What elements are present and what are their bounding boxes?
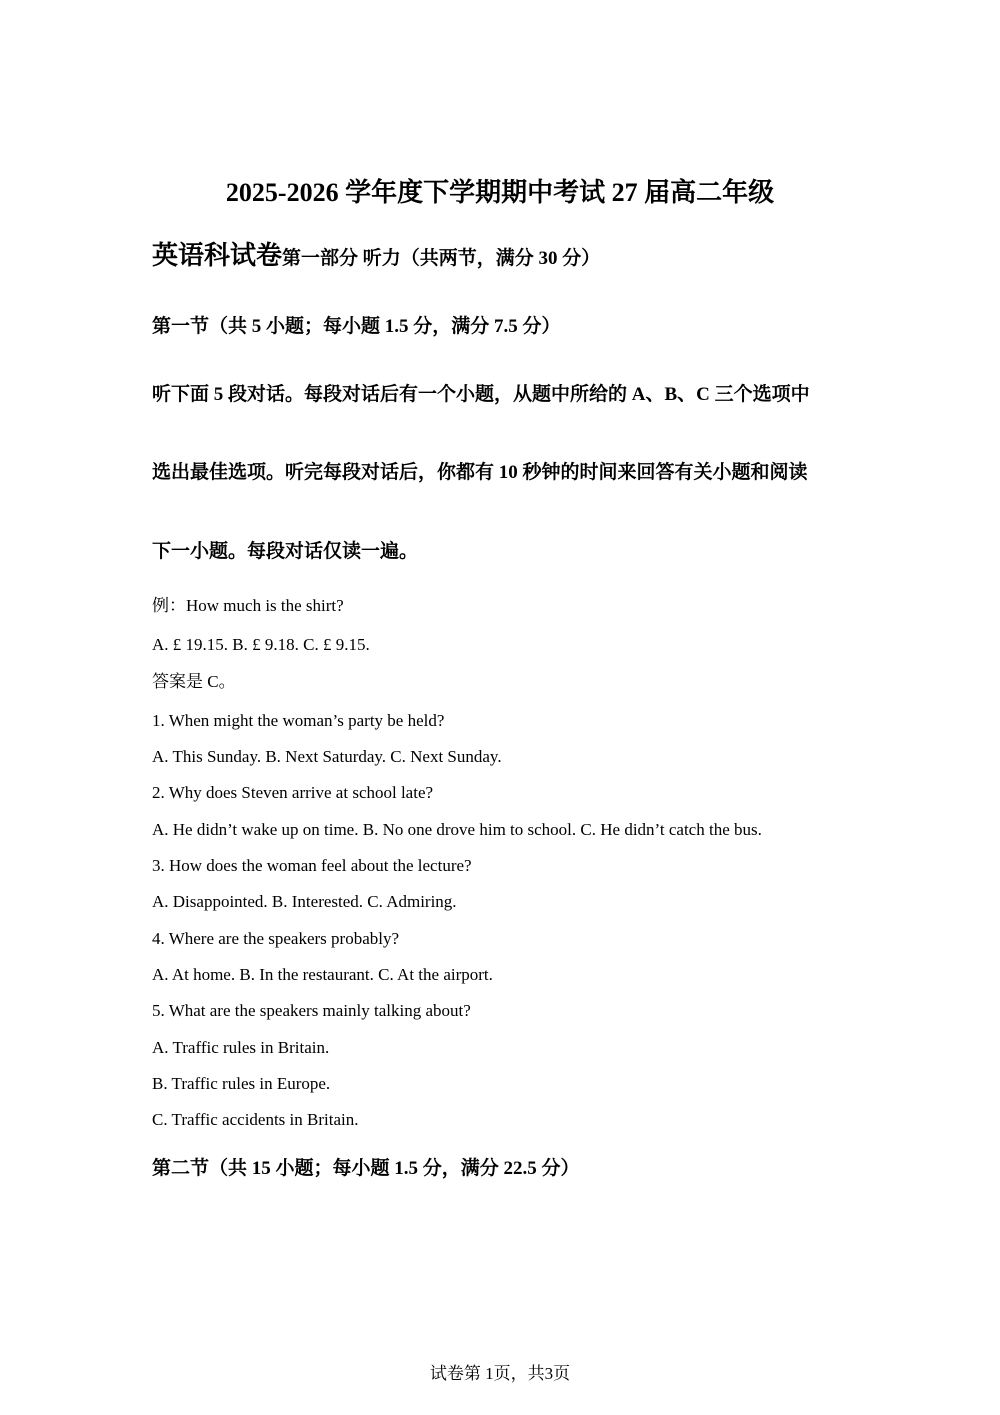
section-one-heading: 第一节（共 5 小题；每小题 1.5 分，满分 7.5 分）	[152, 316, 561, 337]
question-5-option-b: B. Traffic rules in Europe.	[152, 1074, 331, 1093]
question-5-option-a: A. Traffic rules in Britain.	[152, 1038, 330, 1057]
question-5-option-c: C. Traffic accidents in Britain.	[152, 1110, 359, 1129]
subject-line	[152, 243, 600, 269]
instruction-line-3: 下一小题。每段对话仅读一遍。	[152, 541, 419, 562]
question-3-options: A. Disappointed. B. Interested. C. Admiring.	[152, 892, 457, 911]
instruction-line-1: 听下面 5 段对话。每段对话后有一个小题，从题中所给的 A、B、C 三个选项中	[152, 384, 810, 405]
example-options: A. £ 19.15. B. £ 9.18. C. £ 9.15.	[152, 635, 370, 654]
question-1: 1. When might the woman’s party be held?	[152, 711, 445, 730]
subject-title: 英语科试卷	[152, 241, 283, 271]
page-footer: 试卷第 1页，共3页	[429, 1364, 571, 1383]
part-one-heading: 第一部分 听力（共两节，满分 30 分）	[282, 248, 601, 269]
question-5: 5. What are the speakers mainly talking about?	[152, 1001, 471, 1020]
question-2: 2. Why does Steven arrive at school late?	[152, 783, 434, 802]
exam-title: 2025-2026 学年度下学期期中考试 27 届高二年级	[225, 178, 775, 207]
section-two-heading: 第二节（共 15 小题；每小题 1.5 分，满分 22.5 分）	[152, 1158, 580, 1179]
question-4: 4. Where are the speakers probably?	[152, 929, 400, 948]
question-3: 3. How does the woman feel about the lecture?	[152, 856, 472, 875]
example-answer: 答案是 C。	[152, 672, 236, 691]
question-1-options: A. This Sunday. B. Next Saturday. C. Next Sunday.	[152, 747, 502, 766]
question-2-options: A. He didn’t wake up on time. B. No one drove him to school. C. He didn’t catch the bus.	[152, 820, 762, 839]
example-question: 例：How much is the shirt?	[152, 596, 344, 615]
instruction-line-2: 选出最佳选项。听完每段对话后，你都有 10 秒钟的时间来回答有关小题和阅读	[152, 462, 808, 483]
question-4-options: A. At home. B. In the restaurant. C. At the airport.	[152, 965, 493, 984]
